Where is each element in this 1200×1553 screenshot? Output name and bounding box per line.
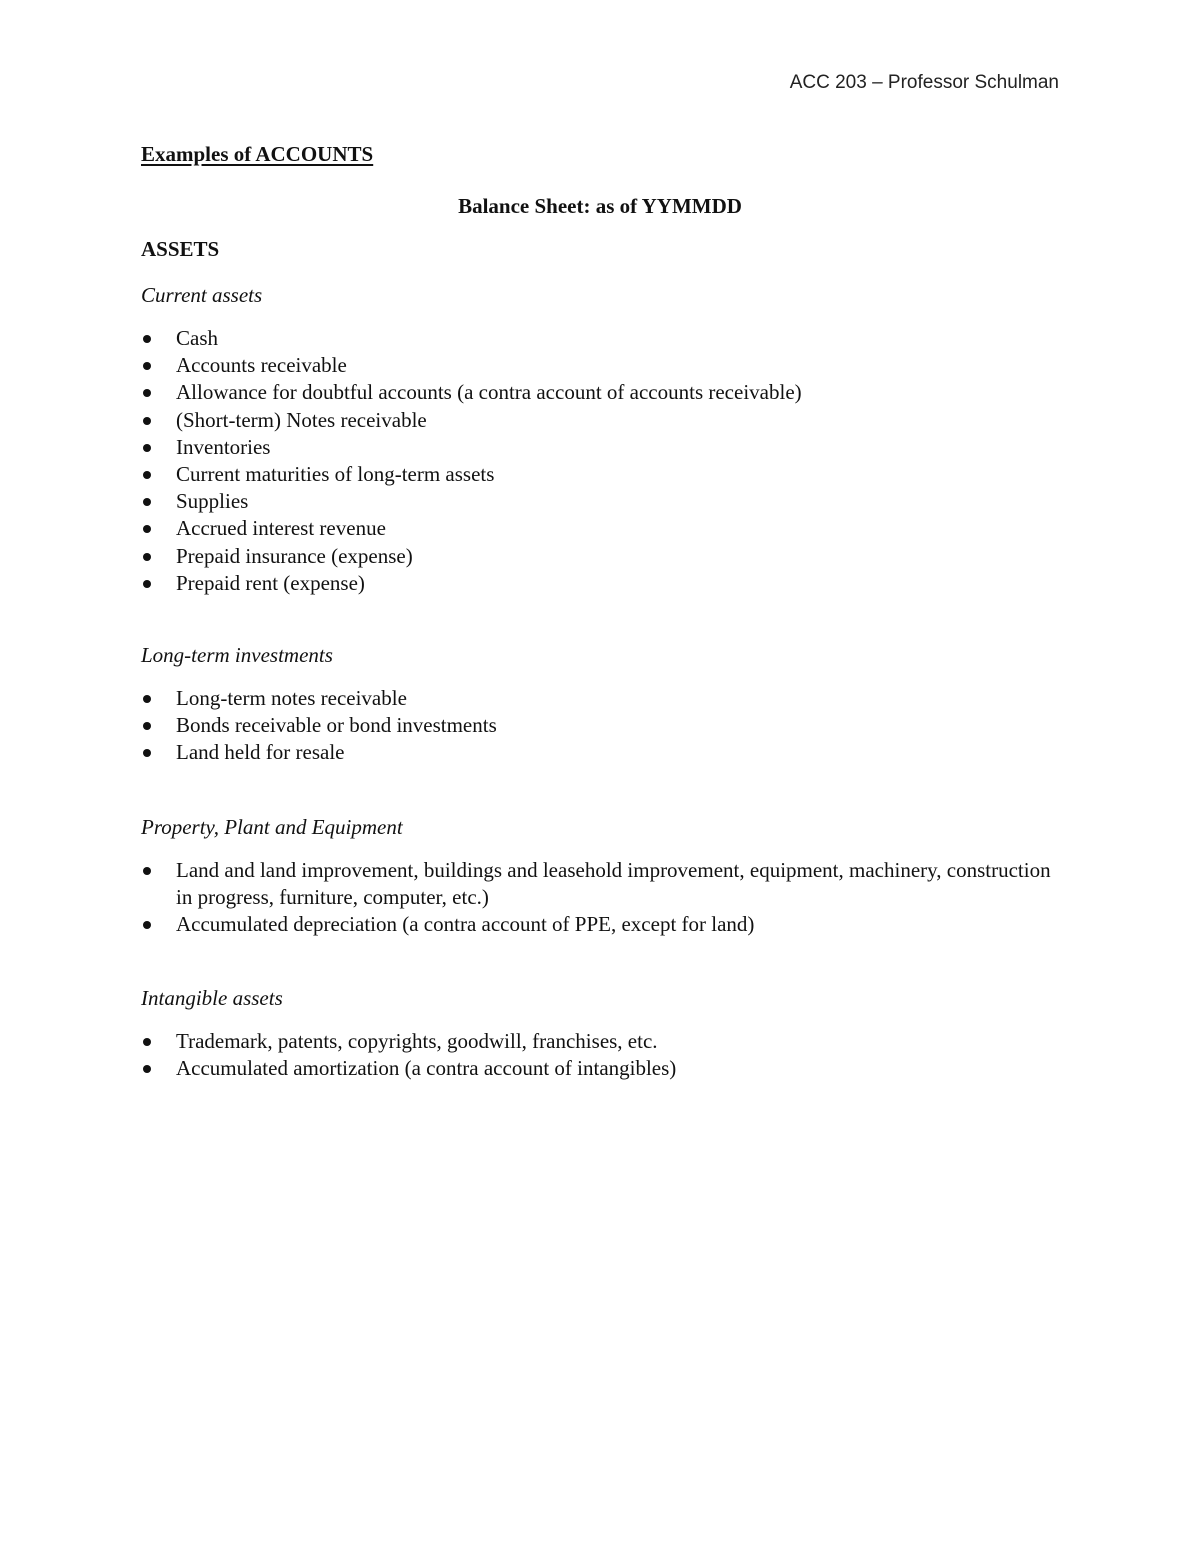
bullet-icon xyxy=(143,471,151,479)
document-title: Examples of ACCOUNTS xyxy=(141,142,374,166)
list-item xyxy=(141,570,1071,597)
list-item-text: Land held for resale xyxy=(176,740,345,765)
list-item-text: Prepaid rent (expense) xyxy=(176,570,365,595)
list-item xyxy=(141,543,1071,570)
list-item xyxy=(141,488,1071,515)
assets-heading: ASSETS xyxy=(141,237,220,261)
balance-sheet-title: Balance Sheet: as of YYMMDD xyxy=(458,194,742,218)
bullet-icon xyxy=(143,722,151,730)
item-list xyxy=(141,857,1071,939)
bullet-icon xyxy=(143,695,151,703)
list-item xyxy=(141,712,1071,739)
bullet-icon xyxy=(143,1065,151,1073)
section-property-plant-equipment xyxy=(141,814,1071,939)
bullet-icon xyxy=(143,417,151,425)
list-item-text: Current maturities of long-term assets xyxy=(176,462,495,487)
bullet-icon xyxy=(143,553,151,561)
item-list xyxy=(141,325,1071,597)
list-item xyxy=(141,407,1071,434)
list-item-text: Land and land improvement, buildings and leasehold improvement, equipment, machinery, construction in progress, furniture, computer, etc.) xyxy=(176,858,1051,910)
bullet-icon xyxy=(143,335,151,343)
list-item xyxy=(141,515,1071,542)
bullet-icon xyxy=(143,749,151,757)
section-long-term-investments xyxy=(141,642,1071,767)
list-item-text: Long-term notes receivable xyxy=(176,686,407,710)
item-list xyxy=(141,1028,1071,1082)
list-item xyxy=(141,325,1071,352)
section-title: Intangible assets xyxy=(141,986,283,1010)
section-current-assets xyxy=(141,282,1071,597)
list-item-text: Cash xyxy=(176,326,218,350)
item-list xyxy=(141,685,1071,767)
list-item-text: Accumulated amortization (a contra account of intangibles) xyxy=(176,1056,677,1081)
list-item xyxy=(141,857,1071,911)
list-item xyxy=(141,685,1071,712)
list-item-text: Bonds receivable or bond investments xyxy=(176,713,497,738)
list-item-text: Accounts receivable xyxy=(176,353,347,378)
list-item-text: Prepaid insurance (expense) xyxy=(176,543,413,568)
list-item-text: (Short-term) Notes receivable xyxy=(176,407,427,432)
list-item xyxy=(141,739,1071,766)
list-item xyxy=(141,911,1071,938)
list-item xyxy=(141,352,1071,379)
bullet-icon xyxy=(143,362,151,370)
bullet-icon xyxy=(143,921,151,929)
section-title: Current assets xyxy=(141,283,263,307)
section-title: Long-term investments xyxy=(141,643,333,667)
list-item-text: Accrued interest revenue xyxy=(176,516,386,541)
bullet-icon xyxy=(143,580,151,588)
bullet-icon xyxy=(143,867,151,875)
section-title: Property, Plant and Equipment xyxy=(141,815,403,839)
list-item xyxy=(141,1055,1071,1082)
list-item xyxy=(141,379,1071,406)
list-item-text: Inventories xyxy=(176,434,271,459)
bullet-icon xyxy=(143,525,151,533)
list-item xyxy=(141,461,1071,488)
list-item-text: Trademark, patents, copyrights, goodwill, franchises, etc. xyxy=(176,1029,658,1053)
list-item xyxy=(141,434,1071,461)
list-item-text: Supplies xyxy=(176,489,249,514)
bullet-icon xyxy=(143,498,151,506)
page-header-course: ACC 203 – Professor Schulman xyxy=(789,72,1059,93)
list-item-text: Accumulated depreciation (a contra account of PPE, except for land) xyxy=(176,912,755,937)
section-intangible-assets xyxy=(141,985,1071,1082)
bullet-icon xyxy=(143,444,151,452)
list-item xyxy=(141,1028,1071,1055)
bullet-icon xyxy=(143,1038,151,1046)
list-item-text: Allowance for doubtful accounts (a contra account of accounts receivable) xyxy=(176,380,802,405)
bullet-icon xyxy=(143,389,151,397)
